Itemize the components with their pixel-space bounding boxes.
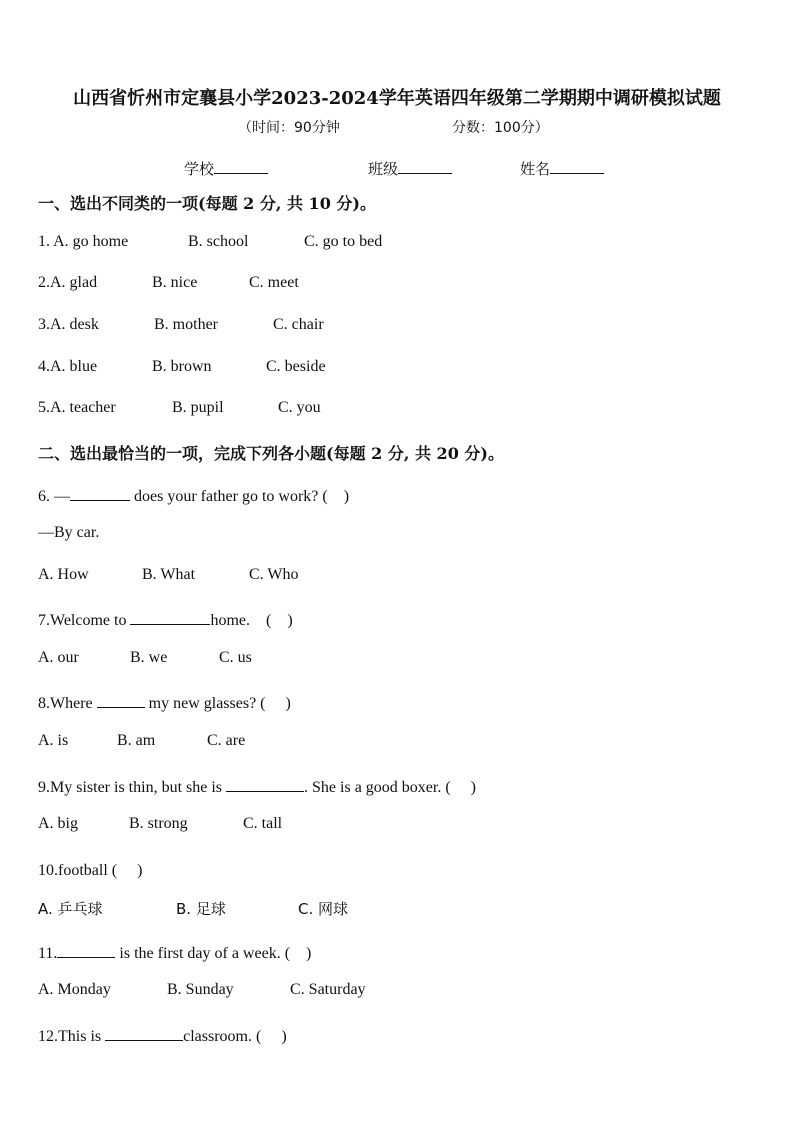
question-7-options: [38, 649, 252, 667]
name-label: 姓名: [520, 160, 551, 178]
option-b: B. am: [117, 732, 156, 749]
question-6-options: [38, 566, 299, 584]
school-blank[interactable]: [214, 159, 268, 174]
question-number: 3.: [38, 316, 50, 333]
question-prefix: 12.This is: [38, 1028, 106, 1045]
question-number: 4.: [38, 358, 50, 375]
question-number: 2.: [38, 274, 50, 291]
answer-blank[interactable]: [97, 692, 145, 708]
answer-blank[interactable]: [57, 942, 115, 958]
exam-title: 山西省忻州市定襄县小学2023-2024学年英语四年级第二学期期中调研模拟试题: [73, 88, 721, 109]
name-blank[interactable]: [550, 159, 604, 174]
option-a: A. 乒乓球: [38, 900, 103, 918]
option-b: B. nice: [152, 274, 198, 291]
option-b: B. we: [130, 649, 168, 666]
answer-blank[interactable]: [130, 609, 210, 625]
option-c: C. us: [219, 649, 252, 666]
question-prefix: 11.: [38, 945, 58, 962]
option-b: B. school: [188, 233, 249, 250]
question-suffix: home. ( ): [210, 612, 293, 629]
question-4: [38, 358, 326, 376]
question-11: [38, 940, 311, 963]
answer-blank[interactable]: [226, 776, 304, 792]
question-suffix: classroom. ( ): [183, 1028, 287, 1045]
class-blank[interactable]: [398, 159, 452, 174]
question-suffix: . She is a good boxer. ( ): [304, 779, 476, 796]
option-b: B. pupil: [172, 399, 224, 416]
option-c: C. meet: [249, 274, 299, 291]
option-c: C. Who: [249, 566, 299, 583]
question-2: [38, 274, 299, 292]
option-c: C. chair: [273, 316, 324, 333]
question-1: [38, 233, 383, 251]
option-b: B. What: [142, 566, 196, 583]
option-a: A. How: [38, 566, 89, 583]
option-b: B. strong: [129, 815, 188, 832]
question-suffix: is the first day of a week. ( ): [115, 945, 312, 962]
school-field: [184, 158, 268, 179]
question-prefix: 6. —: [38, 488, 70, 505]
option-a: A. blue: [50, 358, 98, 375]
question-7: [38, 607, 293, 630]
question-prefix: 7.Welcome to: [38, 612, 131, 629]
option-c: C. Saturday: [290, 981, 366, 998]
question-9-options: [38, 815, 283, 833]
question-6: [38, 483, 349, 506]
question-number: 1.: [38, 233, 54, 250]
option-a: A. is: [38, 732, 69, 749]
class-label: 班级: [368, 160, 399, 178]
time-limit: （时间：90分钟: [238, 120, 340, 136]
option-b: B. Sunday: [167, 981, 234, 998]
question-12: [38, 1023, 287, 1046]
option-b: B. 足球: [176, 900, 226, 918]
class-field: [368, 158, 452, 179]
question-9: [38, 774, 476, 797]
answer-blank[interactable]: [105, 1025, 183, 1041]
option-c: C. tall: [243, 815, 283, 832]
option-c: C. are: [207, 732, 246, 749]
question-prefix: 9.My sister is thin, but she is: [38, 779, 227, 796]
question-5: [38, 399, 321, 417]
option-b: B. brown: [152, 358, 212, 375]
option-a: A. go home: [53, 233, 129, 250]
name-field: [520, 158, 604, 179]
question-8-options: [38, 732, 246, 750]
total-score: 分数：100分）: [452, 120, 549, 136]
option-a: A. big: [38, 815, 78, 832]
option-a: A. glad: [50, 274, 98, 291]
option-b: B. mother: [154, 316, 218, 333]
section-1-heading: 一、选出不同类的一项(每题 2 分, 共 10 分)。: [38, 194, 376, 213]
option-c: C. beside: [266, 358, 326, 375]
question-suffix: my new glasses? ( ): [144, 695, 291, 712]
answer-blank[interactable]: [70, 485, 130, 501]
option-a: A. our: [38, 649, 79, 666]
option-a: A. desk: [50, 316, 99, 333]
question-10-options: [38, 898, 349, 919]
option-c: C. 网球: [298, 900, 349, 918]
question-3: [38, 316, 324, 334]
question-suffix: does your father go to work? ( ): [130, 488, 350, 505]
option-a: A. Monday: [38, 981, 111, 998]
question-11-options: [38, 981, 366, 999]
question-8: [38, 690, 291, 713]
option-c: C. you: [278, 399, 321, 416]
question-number: 5.: [38, 399, 50, 416]
question-10: 10.football ( ): [38, 862, 143, 879]
option-c: C. go to bed: [304, 233, 383, 250]
option-a: A. teacher: [50, 399, 116, 416]
question-prefix: 8.Where: [38, 695, 97, 712]
section-2-heading: 二、选出最恰当的一项，完成下列各小题(每题 2 分, 共 20 分)。: [38, 444, 504, 463]
school-label: 学校: [184, 160, 215, 178]
question-6-answer: —By car.: [38, 524, 100, 541]
